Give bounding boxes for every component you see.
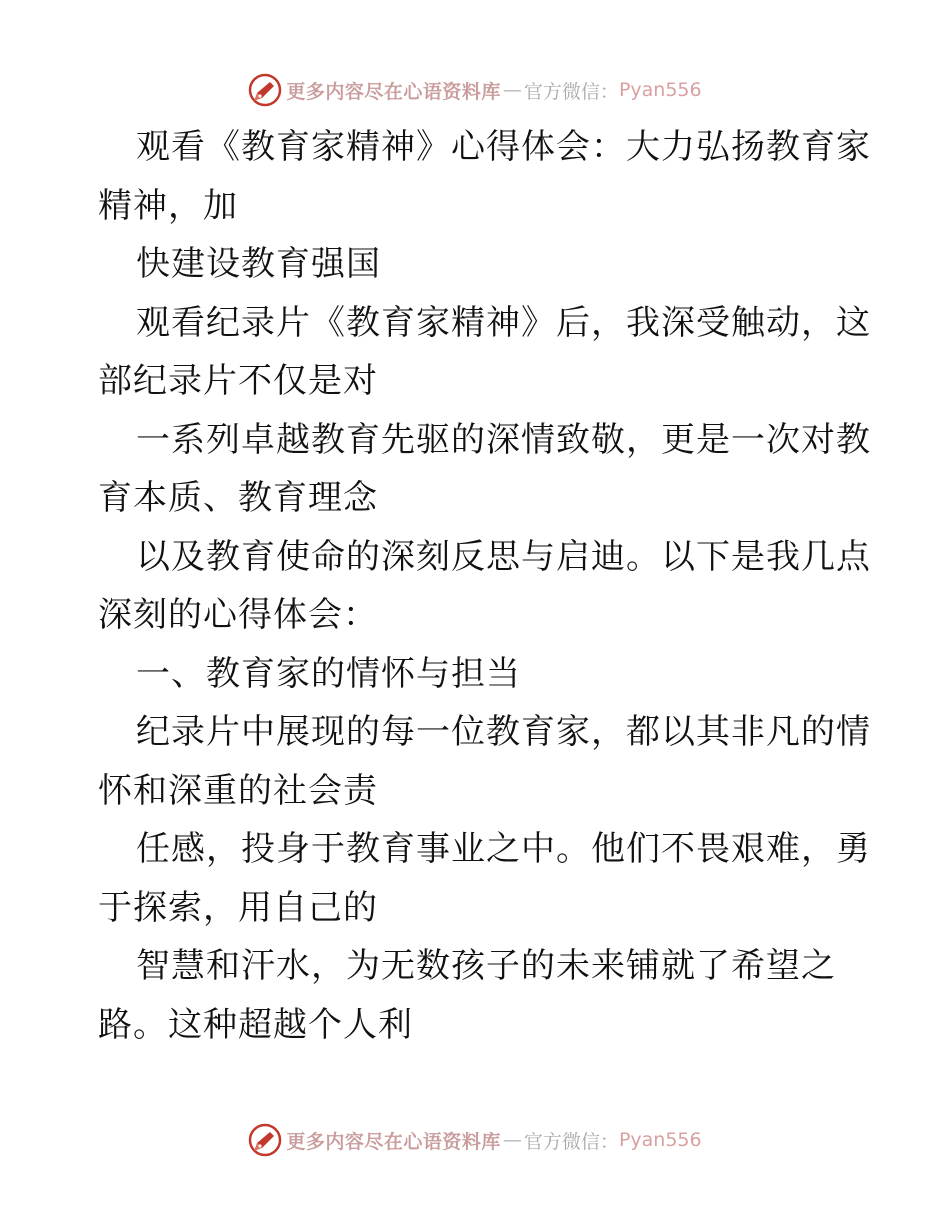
- footer-banner: [0, 1120, 950, 1160]
- header-banner: [0, 70, 950, 110]
- section-heading: 一、教育家的情怀与担当: [136, 653, 521, 694]
- document-line-title: 观看《教育家精神》心得体会：大力弘扬教育家: [136, 127, 871, 167]
- document-line: 部纪录片不仅是对: [98, 361, 378, 401]
- document-line: 育本质、教育理念: [98, 478, 378, 518]
- document-line: 于探索，用自己的: [98, 887, 378, 928]
- header-contact-id: Pyan556: [618, 79, 702, 101]
- footer-banner-dash: —: [502, 1129, 522, 1151]
- header-banner-text: 更多内容尽在心语资料库: [286, 80, 501, 103]
- document-line: 观看纪录片《教育家精神》后，我深受触动，这: [136, 302, 871, 343]
- document-line: 任感，投身于教育事业之中。他们不畏艰难，勇: [136, 829, 871, 869]
- footer-banner-text: 更多内容尽在心语资料库: [286, 1130, 501, 1153]
- document-line: 智慧和汗水，为无数孩子的未来铺就了希望之: [136, 946, 836, 986]
- document-line: 快建设教育强国: [136, 244, 381, 284]
- document-body: [98, 118, 871, 1054]
- document-line: 精神，加: [98, 185, 238, 226]
- pen-nib-logo-icon: [248, 73, 282, 107]
- document-line: 路。这种超越个人利: [98, 1004, 413, 1045]
- document-line: 一系列卓越教育先驱的深情致敬，更是一次对教: [136, 419, 871, 460]
- footer-contact-label: 官方微信：: [523, 1130, 619, 1153]
- header-contact-label: 官方微信：: [523, 80, 619, 103]
- document-line: 深刻的心得体会：: [98, 595, 378, 635]
- document-line: 怀和深重的社会责: [98, 770, 378, 811]
- pen-nib-logo-icon: [248, 1123, 282, 1157]
- document-line: 纪录片中展现的每一位教育家，都以其非凡的情: [136, 712, 871, 752]
- header-banner-dash: —: [502, 79, 522, 101]
- footer-contact-id: Pyan556: [618, 1129, 702, 1151]
- document-line: 以及教育使命的深刻反思与启迪。以下是我几点: [136, 536, 871, 577]
